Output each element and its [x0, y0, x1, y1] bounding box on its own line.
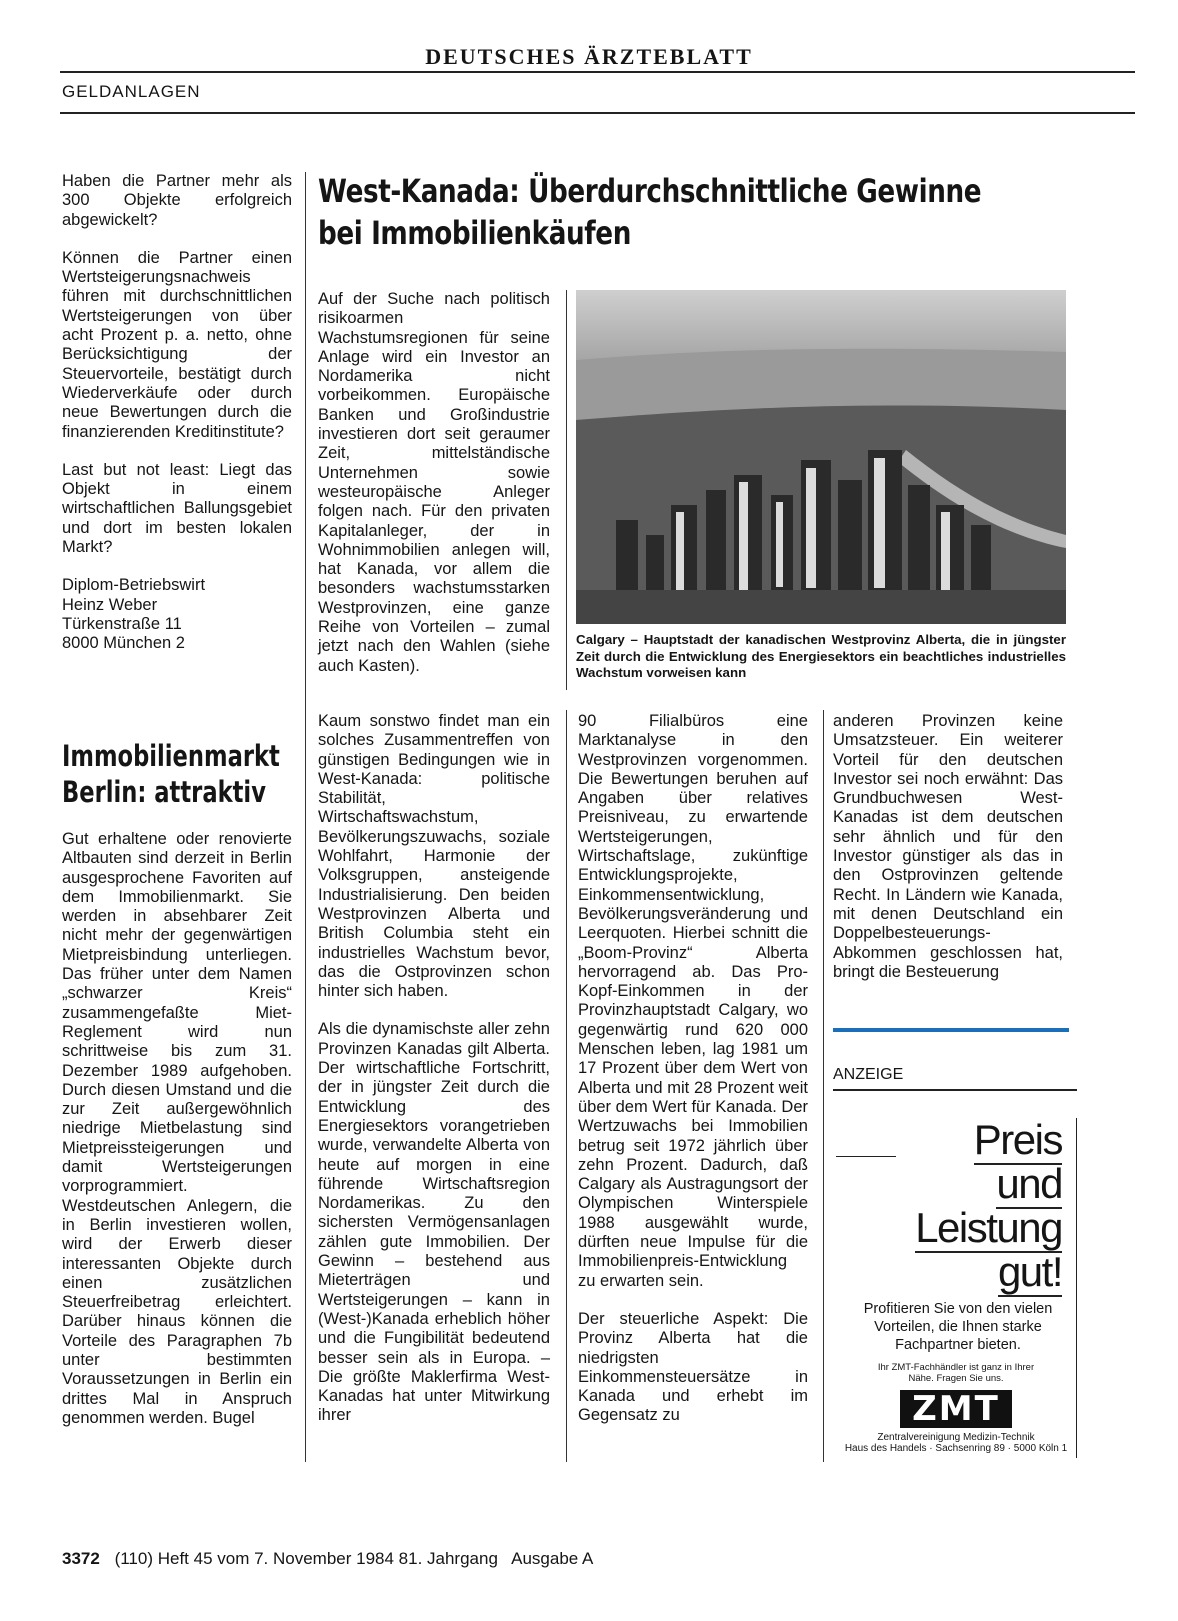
berlin-headline — [62, 738, 280, 810]
ad-headline-word: und — [996, 1160, 1062, 1207]
article-headline-line1: West-Kanada: Überdurchschnittliche Gewinne — [318, 172, 982, 210]
article-paragraph: anderen Provinzen keine Umsatzsteuer. Ein weiterer Vorteil für den deutschen Investor sei noch erwähnt: Das Grundbuchwesen West-Kanadas ist dem deutschen sehr ähnlich und für den Investor günstiger als das in den Ostprovinzen geltende Recht. In Ländern wie Kanada, mit denen Deutschland ein Doppelbesteuerungs-Abkommen geschlossen hat, bringt die Besteuerung — [833, 712, 1063, 981]
ad-headline-word: Preis — [973, 1116, 1062, 1163]
ad-headline-word: gut! — [997, 1248, 1062, 1295]
ad-address: Haus des Handels · Sachsenring 89 · 5000 Köln 1 — [844, 1443, 1068, 1454]
left-paragraph-1: Haben die Partner mehr als 300 Objekte erfolgreich abgewickelt? — [62, 172, 292, 229]
issue-info: (110) Heft 45 vom 7. November 1984 81. Jahrgang Ausgabe A — [114, 1549, 594, 1568]
article-column-3 — [833, 712, 1063, 1001]
ad-label: ANZEIGE — [833, 1066, 904, 1083]
ad-body-text: Profitieren Sie von den vielen Vorteilen, die Ihnen starke Fachpartner bieten. — [863, 1301, 1053, 1353]
ad-title-rule — [836, 1156, 896, 1157]
berlin-headline-line1: Immobilienmarkt — [62, 739, 280, 773]
calgary-skyline-image — [576, 290, 1066, 624]
article-column-2 — [578, 712, 808, 1445]
ad-company: Zentralvereinigung Medizin-Technik — [877, 1432, 1035, 1443]
left-paragraph-2: Können die Partner einen Wertsteigerungsnachweis führen mit durchschnittlichen Wertsteigerungen von über acht Prozent p. a. netto, ohne Berücksichtigung der Steuervorteile, bestätigt durch Wiederverkäufe oder durch neue Bewertungen durch die finanzierenden Kreditinstitute? — [62, 248, 292, 441]
ad-headline-line — [836, 1206, 1062, 1250]
advertisement-box — [836, 1118, 1077, 1458]
page-footer — [62, 1549, 593, 1569]
masthead: DEUTSCHES ÄRZTEBLATT — [425, 44, 753, 69]
article-paragraph: Als die dynamischste aller zehn Provinzen Kanadas gilt Alberta. Der wirtschaftliche Fortschritt, der in jüngster Zeit durch die Entwicklung des Energiesektors vorangetrieben wurde, verwandelte Alberta von heute auf morgen in eine führende Wirtschaftsregion Nordamerikas. Zu den sichersten Vermögensanlagen zählen gute Immobilien. Der Gewinn – bestehend aus Mieterträgen und Wertsteigerungen – kann in (West-)Kanada erheblich höher und die Fungibilität bedeutend besser sein als in Europa. – Die größte Maklerfirma West-Kanadas hat unter Mitwirkung ihrer — [318, 1020, 550, 1425]
article-headline — [318, 170, 981, 254]
signature-line: 8000 München 2 — [62, 634, 185, 653]
signature-line: Diplom-Betriebswirt — [62, 576, 206, 595]
zmt-logo-text: ZMT — [900, 1390, 1012, 1428]
ad-accent-bar — [833, 1028, 1069, 1032]
column-rule — [566, 290, 567, 690]
page-number: 3372 — [62, 1549, 100, 1568]
signature-line: Türkenstraße 11 — [62, 614, 182, 633]
column-rule — [566, 710, 567, 1462]
article-paragraph: Der steuerliche Aspekt: Die Provinz Alberta hat die niedrigsten Einkommensteuersätze in Kanada und erhebt im Gegensatz zu — [578, 1309, 808, 1425]
masthead-rule — [60, 71, 1135, 73]
section-rule — [60, 112, 1135, 114]
ad-headline-line — [836, 1250, 1062, 1294]
ad-headline-word: Leistung — [915, 1204, 1062, 1251]
article-headline-line2: bei Immobilienkäufen — [318, 214, 631, 252]
photo-caption: Calgary – Hauptstadt der kanadischen Westprovinz Alberta, die in jüngster Zeit durch die Entwicklung des Energiesektors ein beachtliches industrielles Wachstum vorweisen kann — [576, 632, 1066, 680]
signature — [62, 576, 292, 653]
article-paragraph: Kaum sonstwo findet man ein solches Zusammentreffen von günstigen Bedingungen wie in West-Kanada: politische Stabilität, Wirtschaftswachstum, Bevölkerungszuwachs, soziale Wohlfahrt, Harmonie der Volksgruppen, ansteigende Industrialisierung. Den beiden Westprovinzen Alberta und British Columbia steht ein industrielles Wachstum bevor, das die Ostprovinzen schon hinter sich haben. — [318, 712, 550, 1001]
signature-line: Heinz Weber — [62, 595, 158, 614]
accent-bar-fill — [833, 1028, 1069, 1032]
left-paragraph-3: Last but not least: Liegt das Objekt in einem wirtschaftlichen Ballungsgebiet und dort im besten lokalen Markt? — [62, 460, 292, 557]
calgary-photo — [576, 290, 1066, 624]
section-label: GELDANLAGEN — [62, 82, 201, 101]
ad-small-text: Ihr ZMT-Fachhändler ist ganz in Ihrer Nähe. Fragen Sie uns. — [877, 1362, 1035, 1384]
ad-headline-line — [836, 1162, 1062, 1206]
article-paragraph: 90 Filialbüros eine Marktanalyse in den Westprovinzen vorgenommen. Die Bewertungen beruhen auf Angaben über relatives Preisniveau, zu erwartende Wertsteigerungen, Wirtschaftslage, zukünftige Entwicklungsprojekte, Einkommensentwicklung, Bevölkerungsveränderung und Leerquoten. Hierbei schnitt die „Boom-Provinz“ Alberta hervorragend ab. Das Pro-Kopf-Einkommen in der Provinzhauptstadt Calgary, wo gegenwärtig rund 620 000 Menschen leben, lag 1981 um 17 Prozent über dem Wert von Alberta und mit 28 Prozent weit über dem Wert für Kanada. Der Wertzuwachs bei Immobilien betrug seit 1972 jährlich über zehn Prozent. Dadurch, daß Calgary als Austragungsort der Olympischen Winterspiele 1988 ausgewählt wurde, dürften neue Impulse für die Immobilienpreis-Entwicklung zu erwarten sein. — [578, 712, 808, 1290]
ad-headline — [836, 1118, 1062, 1294]
berlin-text: Gut erhaltene oder renovierte Altbauten sind derzeit in Berlin ausgesprochene Favoriten auf dem Immobilienmarkt. Sie werden in absehbarer Zeit nicht mehr der gegenwärtigen Mietpreisbindung unterliegen. Das früher unter dem Namen „schwarzer Kreis“ zusammengefaßte Miet-Reglement wird nun schrittweise bis zum 31. Dezember 1989 aufgehoben. Durch diesen Umstand und die zur Zeit außergewöhnlich niedrige Mietbelastung sind Mietpreissteigerungen und damit Wertsteigerungen vorprogrammiert. Westdeutschen Anlegern, die in Berlin investieren wollen, wird der Erwerb dieser interessanten Objekte durch einen zusätzlichen Steuerfreibetrag erleichtert. Darüber hinaus können die Vorteile des Paragraphen 7b unter bestimmten Voraussetzungen in Berlin ein drittes Mal in Anspruch genommen werden. Bugel — [62, 830, 292, 1427]
ad-label-rule — [833, 1089, 1077, 1091]
left-column — [62, 172, 292, 654]
column-rule — [823, 710, 824, 1462]
berlin-headline-line2: Berlin: attraktiv — [62, 775, 266, 809]
column-rule — [305, 172, 306, 1462]
article-intro: Auf der Suche nach politisch risikoarmen Wachstumsregionen für seine Anlage wird ein Investor an Nordamerika nicht vorbeikommen. Europäische Banken und Großindustrie investieren dort seit geraumer Zeit, mittelständische Unternehmen sowie westeuropäische Anleger folgen nach. Für den privaten Kapitalanleger, der in Wohnimmobilien anlegen will, hat Kanada, vor allem die besonders wachstumsstarken Westprovinzen, eine ganze Reihe von Vorteilen – zumal jetzt nach den Wahlen (siehe auch Kasten). — [318, 290, 550, 675]
article-column-1 — [318, 712, 550, 1445]
zmt-logo — [836, 1390, 1076, 1428]
